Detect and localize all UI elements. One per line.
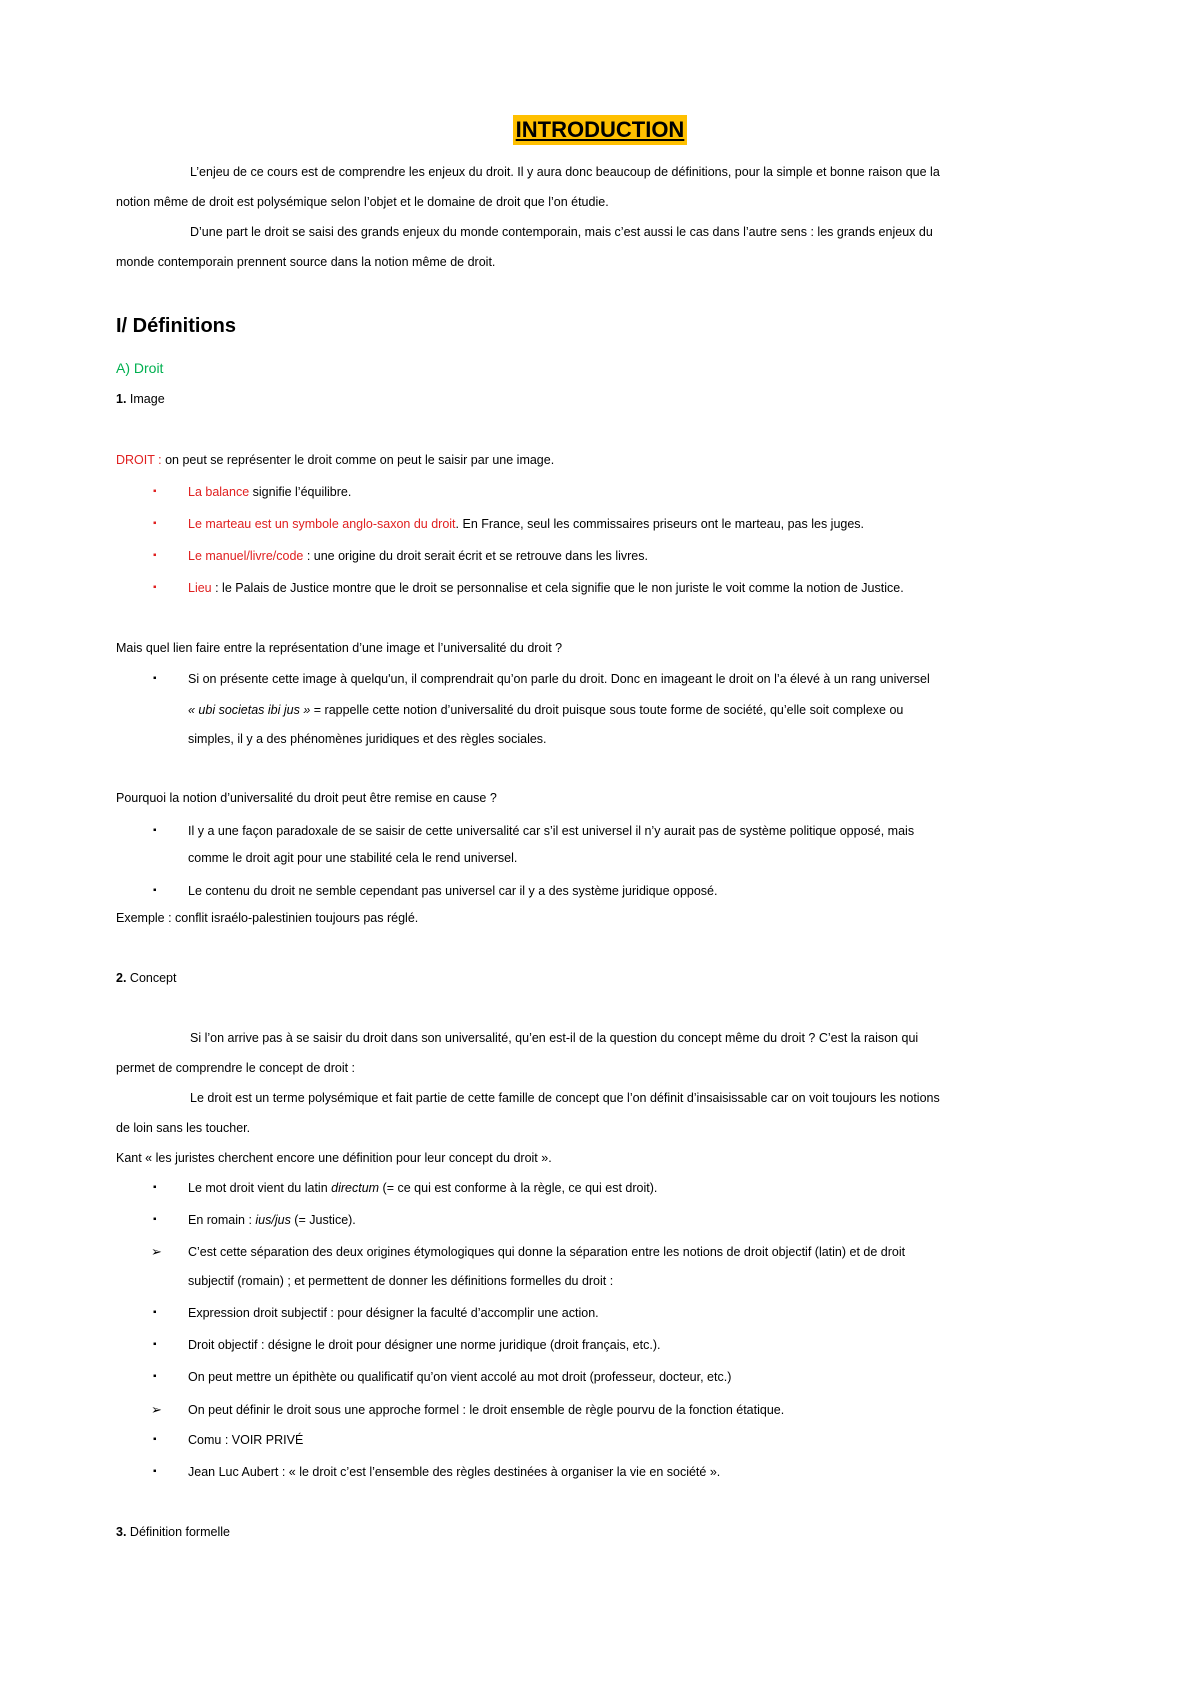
bullet-icon: ▪: [153, 1371, 157, 1382]
concept-arrow1-line1: C’est cette séparation des deux origines étymologiques qui donne la séparation entre les notions de droit objectif (latin) et de droit: [188, 1245, 906, 1259]
bullet-icon: ▪: [153, 1214, 157, 1225]
bullet-icon: ▪: [153, 1466, 157, 1477]
intro-p2-line2: monde contemporain prennent source dans la notion même de droit.: [116, 255, 496, 269]
section-heading: I/ Définitions: [116, 315, 236, 337]
list-item: Lieu : le Palais de Justice montre que le droit se personnalise et cela signifie que le non juriste le voit comme la notion de Justice.: [188, 581, 904, 595]
concept-bullet: Jean Luc Aubert : « le droit c’est l’ensemble des règles destinées à organiser la vie en société ».: [188, 1465, 721, 1479]
bullet-icon: ▪: [153, 885, 157, 896]
concept-bullet-latin: Le mot droit vient du latin directum (= ce qui est conforme à la règle, ce qui est droit).: [188, 1181, 658, 1195]
concept-bullet: Droit objectif : désigne le droit pour désigner une norme juridique (droit français, etc.).: [188, 1338, 661, 1352]
concept-p1-line1: Si l’on arrive pas à se saisir du droit dans son universalité, qu’en est-il de la question du concept même du droit ? C’est la raison qui: [190, 1031, 919, 1045]
page-title: INTRODUCTION: [513, 115, 688, 145]
bullet-icon: ▪: [153, 1434, 157, 1445]
question-1: Mais quel lien faire entre la représentation d’une image et l’universalité du droit ?: [116, 641, 563, 655]
intro-p1-line2: notion même de droit est polysémique selon l’objet et le domaine de droit que l’on étudie.: [116, 195, 609, 209]
example-line: Exemple : conflit israélo-palestinien toujours pas réglé.: [116, 911, 419, 925]
concept-arrow2: On peut définir le droit sous une approche formel : le droit ensemble de règle pourvu de la fonction étatique.: [188, 1403, 785, 1417]
bullet-icon: ▪: [153, 486, 157, 497]
q1-bullet-line2: « ubi societas ibi jus » = rappelle cette notion d’universalité du droit puisque sous toute forme de société, qu’elle soit complexe ou: [188, 703, 904, 717]
intro-p1-line1: L’enjeu de ce cours est de comprendre les enjeux du droit. Il y aura donc beaucoup de définitions, pour la simple et bonne raison que la: [190, 165, 940, 179]
q2-bullet1-line1: Il y a une façon paradoxale de se saisir de cette universalité car s’il est universel il n’y aurait pas de système politique opposé, mais: [188, 824, 915, 838]
droit-line: DROIT : on peut se représenter le droit comme on peut le saisir par une image.: [116, 453, 555, 467]
concept-p2-line1: Le droit est un terme polysémique et fait partie de cette famille de concept que l’on définit d’insaisissable car on voit toujours les notions: [190, 1091, 940, 1105]
bullet-icon: ▪: [153, 1339, 157, 1350]
bullet-icon: ▪: [153, 582, 157, 593]
concept-p1-line2: permet de comprendre le concept de droit :: [116, 1061, 356, 1075]
subsection-3-title: 3. Définition formelle: [116, 1525, 230, 1539]
subsection-heading: A) Droit: [116, 360, 164, 376]
bullet-icon: ▪: [153, 550, 157, 561]
concept-bullet: Expression droit subjectif : pour désigner la faculté d’accomplir une action.: [188, 1306, 599, 1320]
concept-bullet: Comu : VOIR PRIVÉ: [188, 1433, 304, 1447]
q1-bullet-line1: Si on présente cette image à quelqu'un, il comprendrait qu’on parle du droit. Donc en imageant le droit on l’a élevé à un rang universel: [188, 672, 930, 686]
bullet-icon: ▪: [153, 518, 157, 529]
question-2: Pourquoi la notion d’universalité du droit peut être remise en cause ?: [116, 791, 497, 805]
bullet-icon: ▪: [153, 1307, 157, 1318]
subsection-2-title: 2. Concept: [116, 971, 177, 985]
arrow-icon: ➢: [151, 1402, 162, 1417]
q2-bullet1-line2: comme le droit agit pour une stabilité cela le rend universel.: [188, 851, 518, 865]
kant-quote: Kant « les juristes cherchent encore une définition pour leur concept du droit ».: [116, 1151, 552, 1165]
subsection-1-title: 1. Image: [116, 392, 165, 406]
concept-bullet-roman: En romain : ius/jus (= Justice).: [188, 1213, 356, 1227]
list-item: Le manuel/livre/code : une origine du droit serait écrit et se retrouve dans les livres.: [188, 549, 648, 563]
concept-bullet: On peut mettre un épithète ou qualificatif qu’on vient accolé au mot droit (professeur, docteur, etc.): [188, 1370, 732, 1384]
list-item: Le marteau est un symbole anglo-saxon du droit. En France, seul les commissaires priseurs ont le marteau, pas les juges.: [188, 517, 865, 531]
bullet-icon: ▪: [153, 825, 157, 836]
arrow-icon: ➢: [151, 1244, 162, 1259]
concept-p2-line2: de loin sans les toucher.: [116, 1121, 251, 1135]
bullet-icon: ▪: [153, 1182, 157, 1193]
intro-p2-line1: D’une part le droit se saisi des grands enjeux du monde contemporain, mais c’est aussi le cas dans l’autre sens : les grands enjeux du: [190, 225, 933, 239]
bullet-icon: ▪: [153, 673, 157, 684]
concept-arrow1-line2: subjectif (romain) ; et permettent de donner les définitions formelles du droit :: [188, 1274, 614, 1288]
list-item: La balance signifie l’équilibre.: [188, 485, 352, 499]
q1-bullet-line3: simples, il y a des phénomènes juridiques et des règles sociales.: [188, 732, 547, 746]
q2-bullet2: Le contenu du droit ne semble cependant pas universel car il y a des système juridique opposé.: [188, 884, 718, 898]
